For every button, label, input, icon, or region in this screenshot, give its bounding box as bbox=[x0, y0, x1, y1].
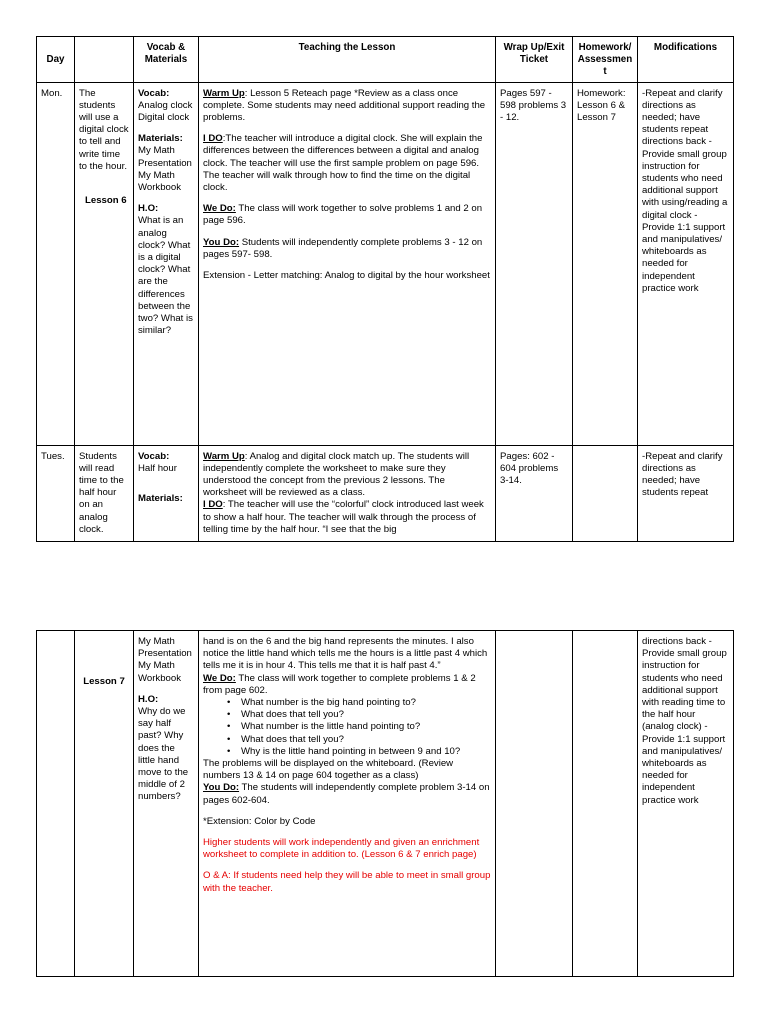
tuesday-continued-row bbox=[37, 631, 734, 977]
cont-youdo-label: You Do: bbox=[203, 782, 240, 794]
mon-vocab-cell bbox=[134, 82, 199, 445]
cont-display-text: The problems will be displayed on the whiteboard. (Review numbers 13 & 14 on page 604 together as a class) bbox=[203, 758, 454, 782]
mon-youdo-label: You Do: bbox=[203, 236, 240, 248]
mon-warmup bbox=[203, 88, 491, 125]
header-objective bbox=[75, 37, 134, 83]
cont-materials-text: My Math Presentation My Math Workbook bbox=[138, 636, 192, 684]
tues-materials-label: Materials: bbox=[138, 493, 183, 505]
tues-warmup-text: : Analog and digital clock match up. The students will independently complete the worksheet to make sure they understood the concept from the previous 2 lessons. The worksheet will be reviewed as a class. bbox=[203, 450, 470, 499]
tues-teaching-cell bbox=[199, 445, 496, 541]
tues-homework bbox=[573, 445, 638, 541]
header-teaching: Teaching the Lesson bbox=[199, 37, 496, 83]
lesson-plan-table-page1 bbox=[36, 36, 734, 542]
tues-ido-label: I DO bbox=[203, 499, 223, 511]
cont-oa: O & A: If students need help they will be able to meet in small group with the teacher. bbox=[203, 870, 491, 894]
cont-day bbox=[37, 631, 75, 977]
tues-day: Tues. bbox=[37, 445, 75, 541]
tues-warmup-label: Warm Up bbox=[203, 450, 245, 462]
mon-ho-text: What is an analog clock? What is a digital clock? What are the differences between the two? What is similar? bbox=[138, 215, 193, 337]
mon-extension: Extension - Letter matching: Analog to digital by the hour worksheet bbox=[203, 270, 490, 282]
header-homework: Homework/ Assessment bbox=[573, 37, 638, 83]
header-modifications: Modifications bbox=[638, 37, 734, 83]
mon-wedo-label: We Do: bbox=[203, 203, 236, 215]
cont-vocab-cell bbox=[134, 631, 199, 977]
header-vocab: Vocab & Materials bbox=[134, 37, 199, 83]
monday-row bbox=[37, 82, 734, 445]
header-day: Day bbox=[37, 37, 75, 83]
tues-ido bbox=[203, 499, 491, 536]
mon-materials-label: Materials: bbox=[138, 133, 183, 145]
mon-day: Mon. bbox=[37, 82, 75, 445]
cont-extension: *Extension: Color by Code bbox=[203, 815, 316, 827]
mon-warmup-text: : Lesson 5 Reteach page *Review as a class once complete. Some students may need additional support reading the problems. bbox=[203, 87, 486, 124]
tues-vocab-cell bbox=[134, 445, 199, 541]
mon-wedo-text: The class will work together to solve problems 1 and 2 on page 596. bbox=[203, 203, 483, 227]
tues-objective: Students will read time to the half hour on an analog clock. bbox=[75, 445, 134, 541]
mon-ho-label: H.O: bbox=[138, 203, 159, 215]
mon-homework: Homework: Lesson 6 & Lesson 7 bbox=[573, 82, 638, 445]
mon-wedo bbox=[203, 203, 491, 227]
mon-ido bbox=[203, 133, 491, 194]
cont-youdo bbox=[203, 782, 491, 806]
tuesday-row bbox=[37, 445, 734, 541]
list-item: • What does that tell you? bbox=[241, 734, 491, 746]
mon-warmup-label: Warm Up bbox=[203, 87, 245, 99]
list-item: • What number is the big hand pointing to? bbox=[241, 697, 491, 709]
tues-vocab-text: Half hour bbox=[138, 462, 177, 474]
mon-youdo bbox=[203, 237, 491, 261]
mon-lesson: Lesson 6 bbox=[85, 195, 127, 207]
cont-lesson: Lesson 7 bbox=[83, 676, 125, 687]
cont-higher-students: Higher students will work independently and given an enrichment worksheet to complete in addition to. (Lesson 6 & 7 enrich page) bbox=[203, 837, 480, 861]
mon-ido-text: :The teacher will introduce a digital clock. She will explain the differences between the differences between a digital and analog clock. The teacher will use the first sample problem on page 596. The teacher will walk through how to find the time on the digital clock. bbox=[203, 133, 483, 194]
list-item: • Why is the little hand pointing in between 9 and 10? bbox=[241, 746, 491, 758]
lesson-plan-table-page2 bbox=[36, 630, 734, 977]
cont-ho-label: H.O: bbox=[138, 693, 159, 705]
mon-vocab-text: Analog clock Digital clock bbox=[138, 99, 193, 124]
header-wrap-up: Wrap Up/Exit Ticket bbox=[496, 37, 573, 83]
cont-homework bbox=[573, 631, 638, 977]
tues-modifications: -Repeat and clarify directions as needed; have students repeat bbox=[638, 445, 734, 541]
tues-warmup bbox=[203, 451, 491, 500]
cont-youdo-text: The students will independently complete problem 3-14 on pages 602-604. bbox=[203, 782, 490, 806]
cont-ho-text: Why do we say half past? Why does the little hand move to the middle of 2 numbers? bbox=[138, 706, 189, 803]
list-item: • What number is the little hand pointing to? bbox=[241, 721, 491, 733]
tues-ido-text: : The teacher will use the “colorful” clock introduced last week to show a half hour. The teacher will walk through the process of telling time by the half hour. “I see that the big bbox=[203, 499, 484, 535]
list-item: • What does that tell you? bbox=[241, 709, 491, 721]
tues-vocab-label: Vocab: bbox=[138, 450, 170, 462]
cont-wedo-text: The class will work together to complete problems 1 & 2 from page 602. bbox=[203, 672, 476, 696]
mon-teaching-cell bbox=[199, 82, 496, 445]
cont-ido-continued: hand is on the 6 and the big hand represents the minutes. I also notice the little hand which tells me the hours is a little past 4 which tells me it is in hour 4. This tells me that it is half past 4.” bbox=[203, 636, 488, 672]
header-row bbox=[37, 37, 734, 83]
cont-wrap-up bbox=[496, 631, 573, 977]
cont-wedo bbox=[203, 673, 491, 697]
mon-materials-text: My Math Presentation My Math Workbook bbox=[138, 145, 192, 194]
cont-modifications: directions back -Provide small group instruction for students who need additional support with reading time to the half hour (analog clock) -Provide 1:1 support and manipulatives/ whiteboards as needed for independent practice work bbox=[638, 631, 734, 977]
cont-objective-cell bbox=[75, 631, 134, 977]
cont-question-list bbox=[203, 697, 491, 758]
mon-objective: The students will use a digital clock to tell and write time to the hour. bbox=[79, 87, 129, 172]
cont-wedo-label: We Do: bbox=[203, 672, 236, 684]
tues-wrap-up: Pages: 602 - 604 problems 3-14. bbox=[496, 445, 573, 541]
mon-youdo-text: Students will independently complete problems 3 - 12 on pages 597- 598. bbox=[203, 236, 483, 260]
mon-modifications: -Repeat and clarify directions as needed; have students repeat directions back -Provide small group instruction for students who need additional support with using/reading a digital clock -Provide 1:1 support and manipulatives/ whiteboards as needed for independent practice work bbox=[638, 82, 734, 445]
mon-wrap-up: Pages 597 - 598 problems 3 - 12. bbox=[496, 82, 573, 445]
mon-objective-cell bbox=[75, 82, 134, 445]
cont-teaching-cell bbox=[199, 631, 496, 977]
mon-vocab-label: Vocab: bbox=[138, 87, 170, 99]
mon-ido-label: I DO bbox=[203, 133, 223, 145]
